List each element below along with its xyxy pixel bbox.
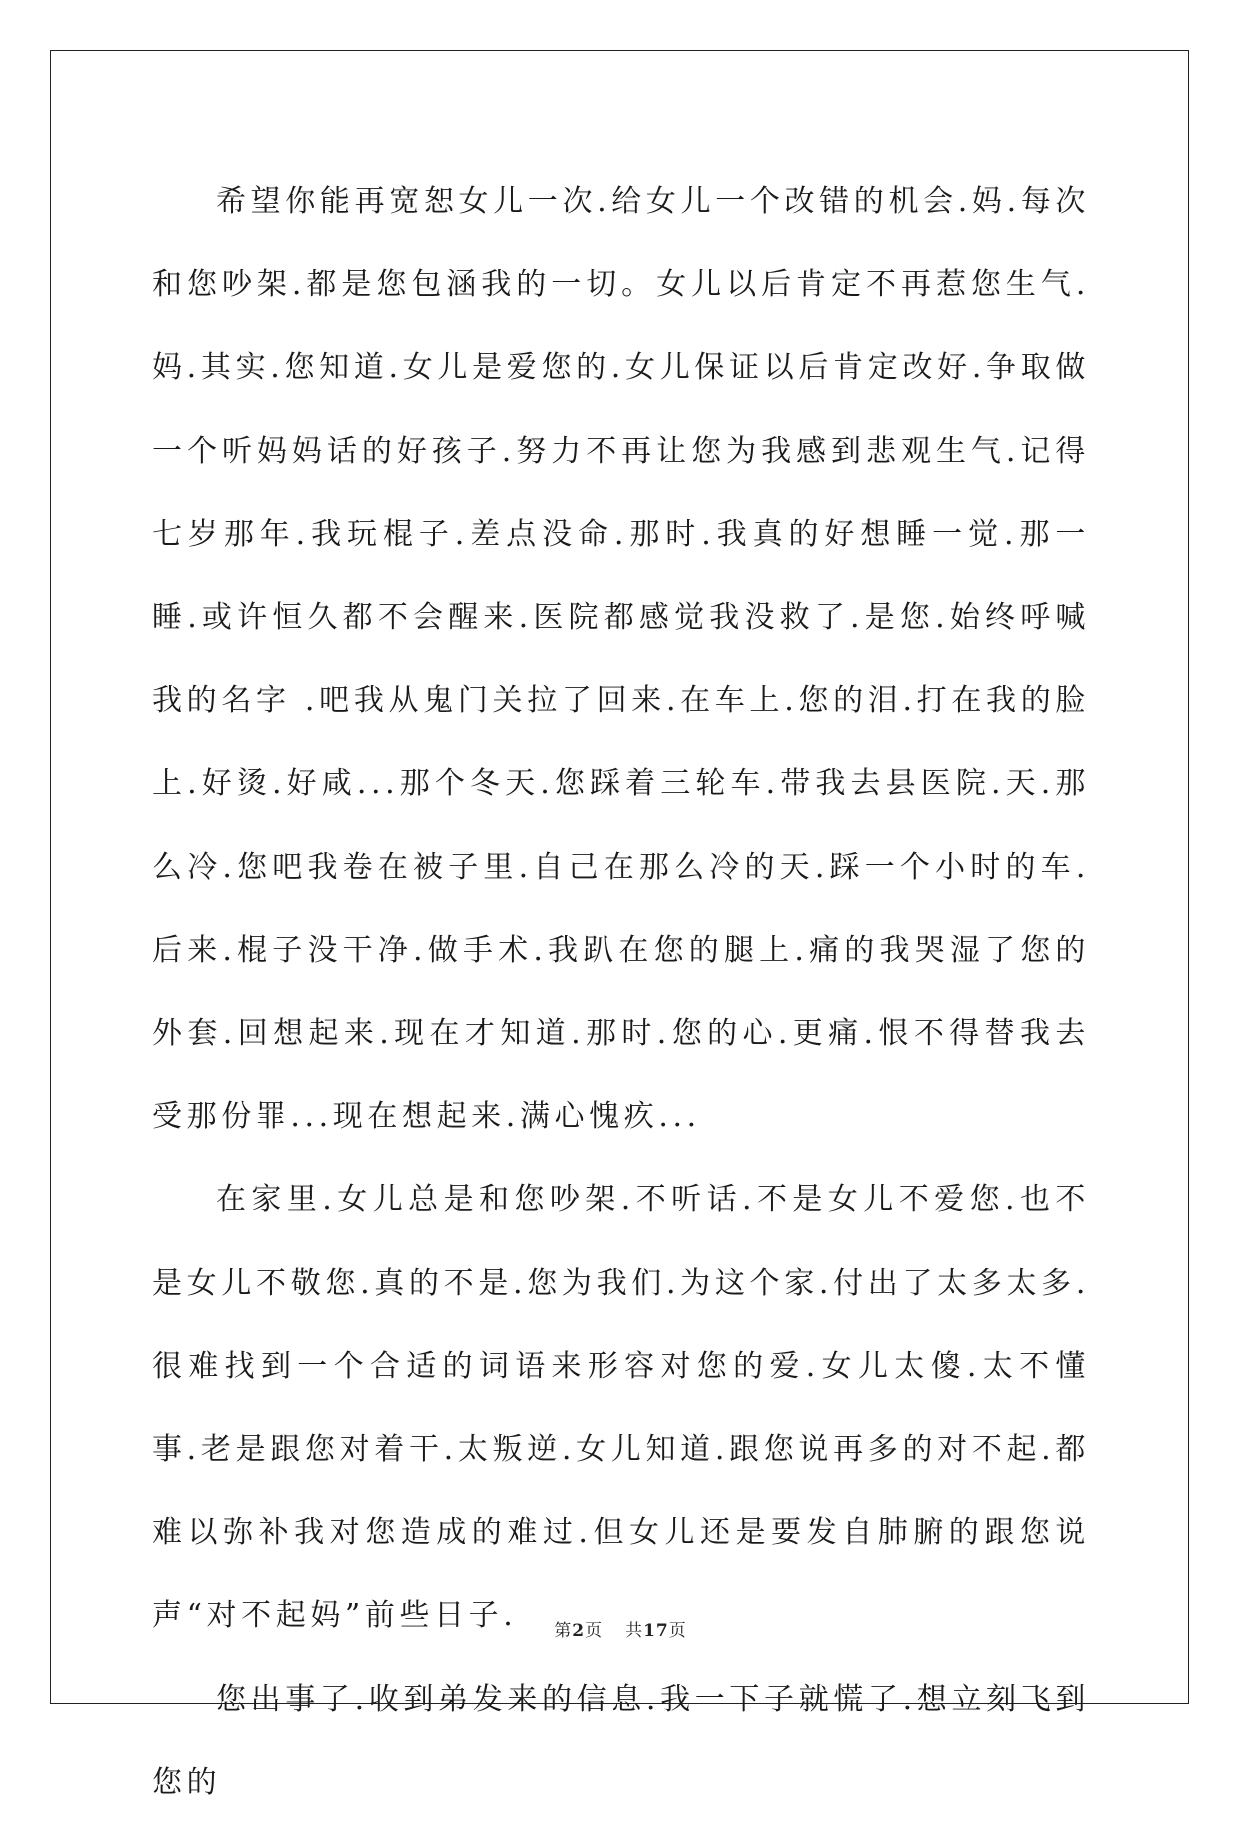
paragraph-2: 在家里.女儿总是和您吵架.不听话.不是女儿不爱您.也不是女儿不敬您.真的不是.您为我们.为这个家.付出了太多太多.很难找到一个合适的词语来形容对您的爱.女儿太傻.太不懂事.老是跟您对着干.太叛逆.女儿知道.跟您说再多的对不起.都难以弥补我对您造成的难过.但女儿还是要发自肺腑的跟您说声“对不起妈”前些日子. — [152, 1182, 1090, 1634]
page-suffix: 页 — [585, 1621, 604, 1641]
total-suffix: 页 — [668, 1621, 687, 1641]
page-footer — [0, 1616, 1241, 1641]
total-pages: 17 — [643, 1621, 669, 1641]
page-prefix: 第 — [554, 1621, 573, 1641]
paragraph-1: 希望你能再宽恕女儿一次.给女儿一个改错的机会.妈.每次和您吵架.都是您包涵我的一切。女儿以后肯定不再惹您生气.妈.其实.您知道.女儿是爱您的.女儿保证以后肯定改好.争取做一个听妈妈话的好孩子.努力不再让您为我感到悲观生气.记得七岁那年.我玩棍子.差点没命.那时.我真的好想睡一觉.那一睡.或许恒久都不会醒来.医院都感觉我没救了.是您.始终呼喊我的名字 .吧我从鬼门关拉了回来.在车上.您的泪.打在我的脸上.好烫.好咸...那个冬天.您踩着三轮车.带我去县医院.天.那么冷.您吧我卷在被子里.自己在那么冷的天.踩一个小时的车.后来.棍子没干净.做手术.我趴在您的腿上.痛的我哭湿了您的外套.回想起来.现在才知道.那时.您的心.更痛.恨不得替我去受那份罪...现在想起来.满心愧疚... — [152, 184, 1090, 1135]
page-number: 2 — [572, 1621, 586, 1641]
total-prefix: 共 — [625, 1621, 644, 1641]
document-body — [152, 160, 1090, 1824]
paragraph-3: 您出事了.收到弟发来的信息.我一下子就慌了.想立刻飞到您的 — [152, 1681, 1090, 1800]
